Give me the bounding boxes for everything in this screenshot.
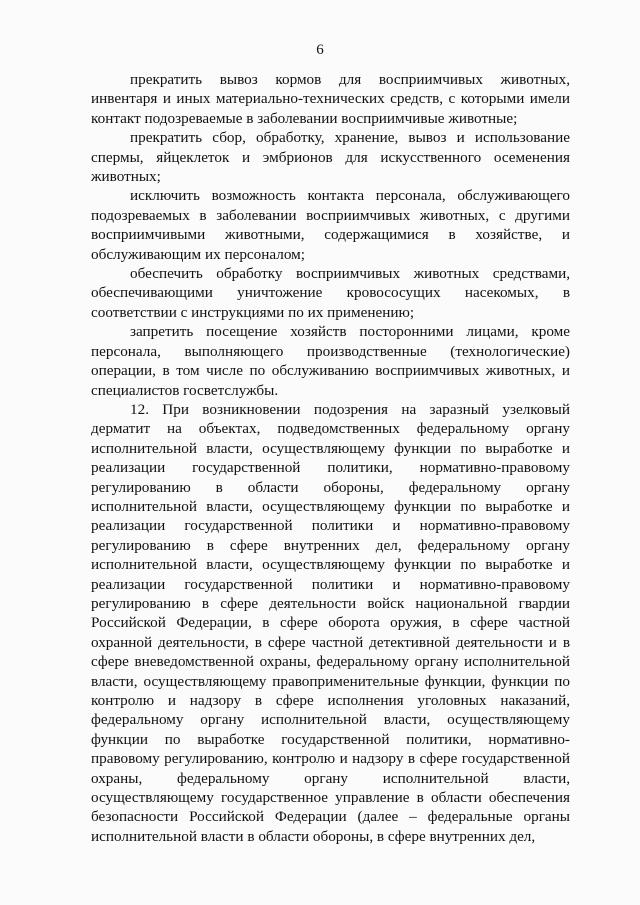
page-number: 6 [316, 42, 324, 58]
paragraph-visitor-ban: запретить посещение хозяйств посторонними лицами, кроме персонала, выполняющего производственные (технологические) операции, в том числе по обслуживанию восприимчивых животных, и специалистов госветслужбы. [91, 323, 570, 399]
paragraph-semen-collection-ban: прекратить сбор, обработку, хранение, вывоз и использование спермы, яйцеклеток и эмбрионов для искусственного осеменения животных; [91, 129, 570, 186]
paragraph-insect-treatment: обеспечить обработку восприимчивых животных средствами, обеспечивающими уничтожение кровососущих насекомых, в соответствии с инструкциями по их применению; [91, 265, 570, 321]
paragraph-feed-export-ban: прекратить вывоз кормов для восприимчивых животных, инвентаря и иных материально-технических средств, с которыми имели контакт подозреваемые в заболевании восприимчивые животные; [91, 71, 570, 127]
paragraph-staff-contact-exclusion: исключить возможность контакта персонала, обслуживающего подозреваемых в заболевании восприимчивых животных, с другими восприимчивыми животными, содержащимися в хозяйстве, и обслуживающим их персоналом; [91, 187, 570, 263]
paragraph-section-12: 12. При возникновении подозрения на заразный узелковый дерматит на объектах, подведомственных федеральному органу исполнительной власти, осуществляющему функции по выработке и реализации государственной политики, нормативно-правовому регулированию в области обороны, федеральному органу исполнительной власти, осуществляющему функции по выработке и реализации государственной политики и нормативно-правовому регулированию в сфере внутренних дел, федеральному органу исполнительной власти, осуществляющему функции по выработке и реализации государственной политики и нормативно-правовому регулированию в сфере деятельности войск национальной гвардии Российской Федерации, в сфере оборота оружия, в сфере частной охранной деятельности, в сфере частной детективной деятельности и в сфере вневедомственной охраны, федеральному органу исполнительной власти, осуществляющему правоприменительные функции, функции по контролю и надзору в сфере исполнения уголовных наказаний, федеральному органу исполнительной власти, осуществляющему функции по выработке государственной политики, нормативно-правовому регулированию, контролю и надзору в сфере государственной охраны, федеральному органу исполнительной власти, осуществляющему государственное управление в области обеспечения безопасности Российской Федерации (далее – федеральные органы исполнительной власти в области обороны, в сфере внутренних дел, [91, 400, 570, 845]
document-body [91, 70, 570, 846]
